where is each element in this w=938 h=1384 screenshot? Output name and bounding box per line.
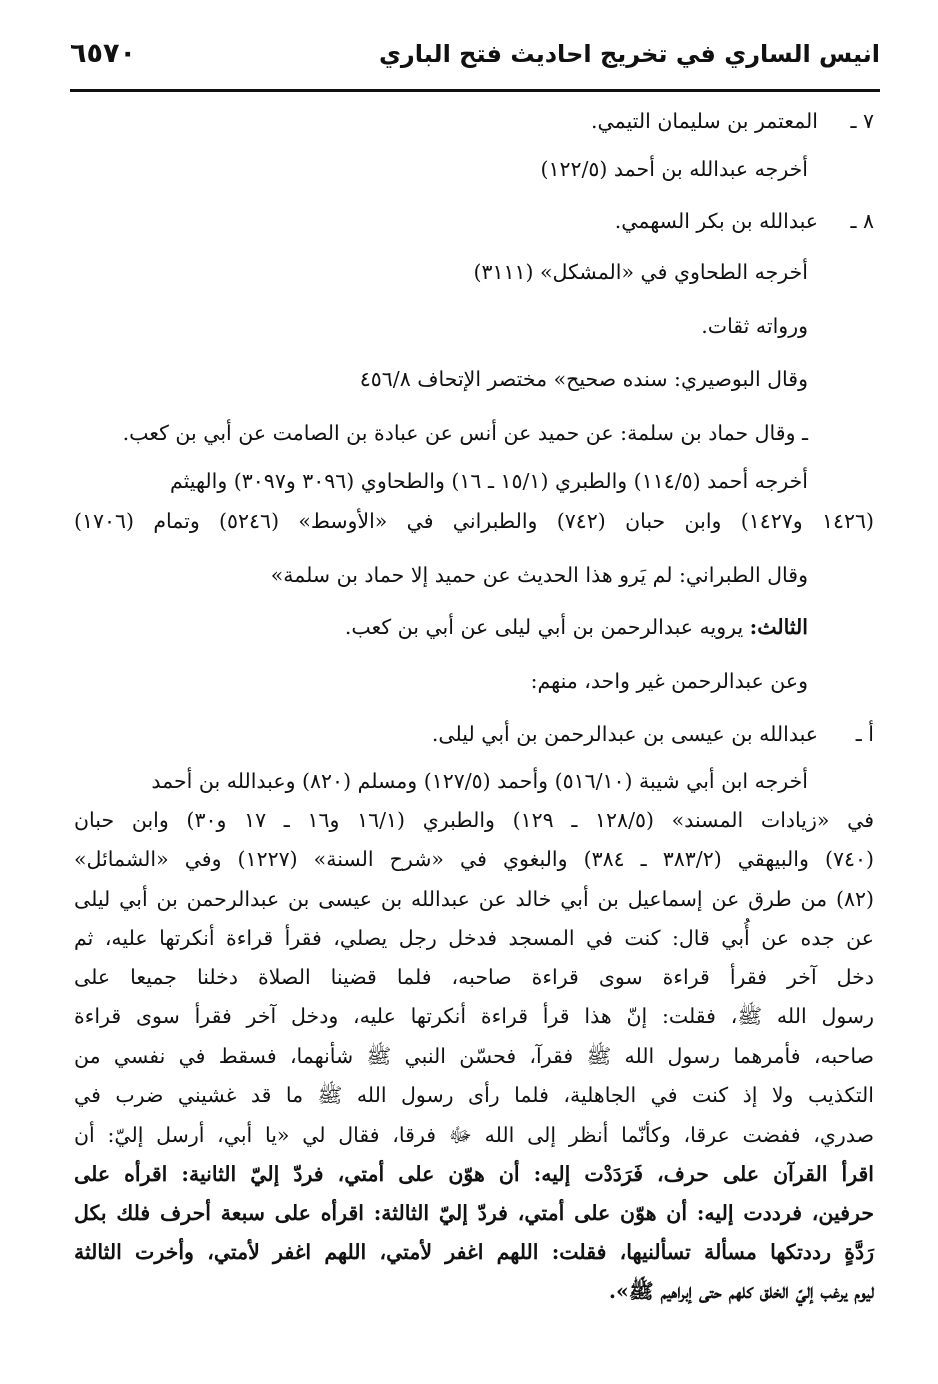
header-rule bbox=[70, 89, 880, 92]
line-text: عبدالله بن بكر السهمي. bbox=[614, 209, 818, 233]
text-line: وقال البوصيري: سنده صحيح» مختصر الإتحاف ٤٥٦/٨ bbox=[359, 367, 808, 391]
line-text: عبدالله بن عيسى بن عبدالرحمن بن أبي ليلى. bbox=[431, 722, 818, 746]
text-line: صدري، ففضت عرقا، وكأنّما أنظر إلى الله ﷻ فرقا، فقال لي «يا أبي، أرسل إليّ: أن bbox=[74, 1123, 874, 1147]
text-line: أخرجه ابن أبي شيبة (٥١٦/١٠) وأحمد (١٢٧/٥) ومسلم (٨٢٠) وعبدالله بن أحمد bbox=[151, 769, 808, 793]
page-header bbox=[70, 34, 880, 84]
text-line: وعن عبدالرحمن غير واحد، منهم: bbox=[530, 669, 808, 693]
text-line: أخرجه أحمد (١١٤/٥) والطبري (١٥/١ ـ ١٦) والطحاوي (٣٠٩٦ و٣٠٩٧) والهيثم bbox=[169, 469, 808, 493]
text-line: عن جده عن أُبي قال: كنت في المسجد فدخل رجل يصلي، فقرأ قراءة أنكرتها عليه، ثم bbox=[74, 926, 874, 950]
page-number: ٦٥٧٠ bbox=[70, 38, 136, 69]
section-heading: الثالث: bbox=[749, 615, 808, 639]
text-line: ورواته ثقات. bbox=[701, 314, 808, 338]
text-line: أخرجه عبدالله بن أحمد (١٢٢/٥) bbox=[540, 157, 808, 181]
text-line: دخل آخر فقرأ قراءة سوى قراءة صاحبه، فلما قضينا الصلاة دخلنا جميعا على bbox=[74, 965, 874, 989]
text-line: اقرأ القرآن على حرف، فَرَدَدْت إليه: أن هوّن على أمتي، فردّ إليّ الثانية: اقرأه على bbox=[74, 1162, 874, 1186]
text-line bbox=[432, 717, 874, 751]
running-title: انيس الساري في تخريج احاديث فتح الباري bbox=[378, 40, 880, 68]
text-line: حرفين، فرددت إليه: أن هوّن على أمتي، فردّ إليّ الثالثة: اقرأه على سبعة أحرف فلك بكل bbox=[74, 1201, 874, 1225]
line-text: المعتمر بن سليمان التيمي. bbox=[591, 109, 818, 133]
text-line: رسول الله ﷺ، فقلت: إنّ هذا قرأ قراءة أنكرتها عليه، ودخل آخر فقرأ سوى قراءة bbox=[74, 1004, 874, 1028]
text-line bbox=[591, 104, 874, 138]
text-line: التكذيب ولا إذ كنت في الجاهلية، فلما رأى رسول الله ﷺ ما قد غشيني ضرب في bbox=[74, 1083, 874, 1107]
text-line: ـ وقال حماد بن سلمة: عن حميد عن أنس عن عبادة بن الصامت عن أبي بن كعب. bbox=[122, 421, 808, 445]
text-line: صاحبه، فأمرهما رسول الله ﷺ فقرآ، فحسّن النبي ﷺ شأنهما، فسقط في نفسي من bbox=[74, 1044, 874, 1068]
text-line bbox=[615, 204, 874, 238]
text-line: في «زيادات المسند» (١٢٨/٥ ـ ١٢٩) والطبري (١٦/١ و١٦ ـ ١٧ و٣٠) وابن حبان bbox=[74, 808, 874, 832]
text-line: ليوم يرغب إليّ الخلق كلهم حتى إبراهيم ﷺ». bbox=[608, 1279, 874, 1303]
list-number: أ ـ bbox=[855, 722, 874, 746]
list-number: ٨ ـ bbox=[850, 209, 874, 233]
text-line: (٨٢) من طرق عن إسماعيل بن أبي خالد عن عبدالله بن عيسى بن عبدالرحمن بن أبي ليلى bbox=[74, 887, 874, 911]
text-line: (١٤٢٦ و١٤٢٧) وابن حبان (٧٤٢) والطبراني في «الأوسط» (٥٢٤٦) وتمام (١٧٠٦) bbox=[74, 509, 874, 533]
text-line: (٧٤٠) والبيهقي (٣٨٣/٢ ـ ٣٨٤) والبغوي في «شرح السنة» (١٢٢٧) وفي «الشمائل» bbox=[74, 847, 875, 871]
text-line bbox=[345, 610, 808, 644]
text-line: رَدَّةٍ رددتكها مسألة تسألنيها، فقلت: اللهم اغفر لأمتي، اللهم اغفر لأمتي، وأخرت الثالثة bbox=[74, 1240, 874, 1264]
list-number: ٧ ـ bbox=[850, 109, 874, 133]
text-line: أخرجه الطحاوي في «المشكل» (٣١١١) bbox=[473, 260, 808, 284]
line-text: يرويه عبدالرحمن بن أبي ليلى عن أبي بن كعب. bbox=[344, 615, 750, 639]
text-line: وقال الطبراني: لم يَرو هذا الحديث عن حميد إلا حماد بن سلمة» bbox=[270, 563, 808, 587]
